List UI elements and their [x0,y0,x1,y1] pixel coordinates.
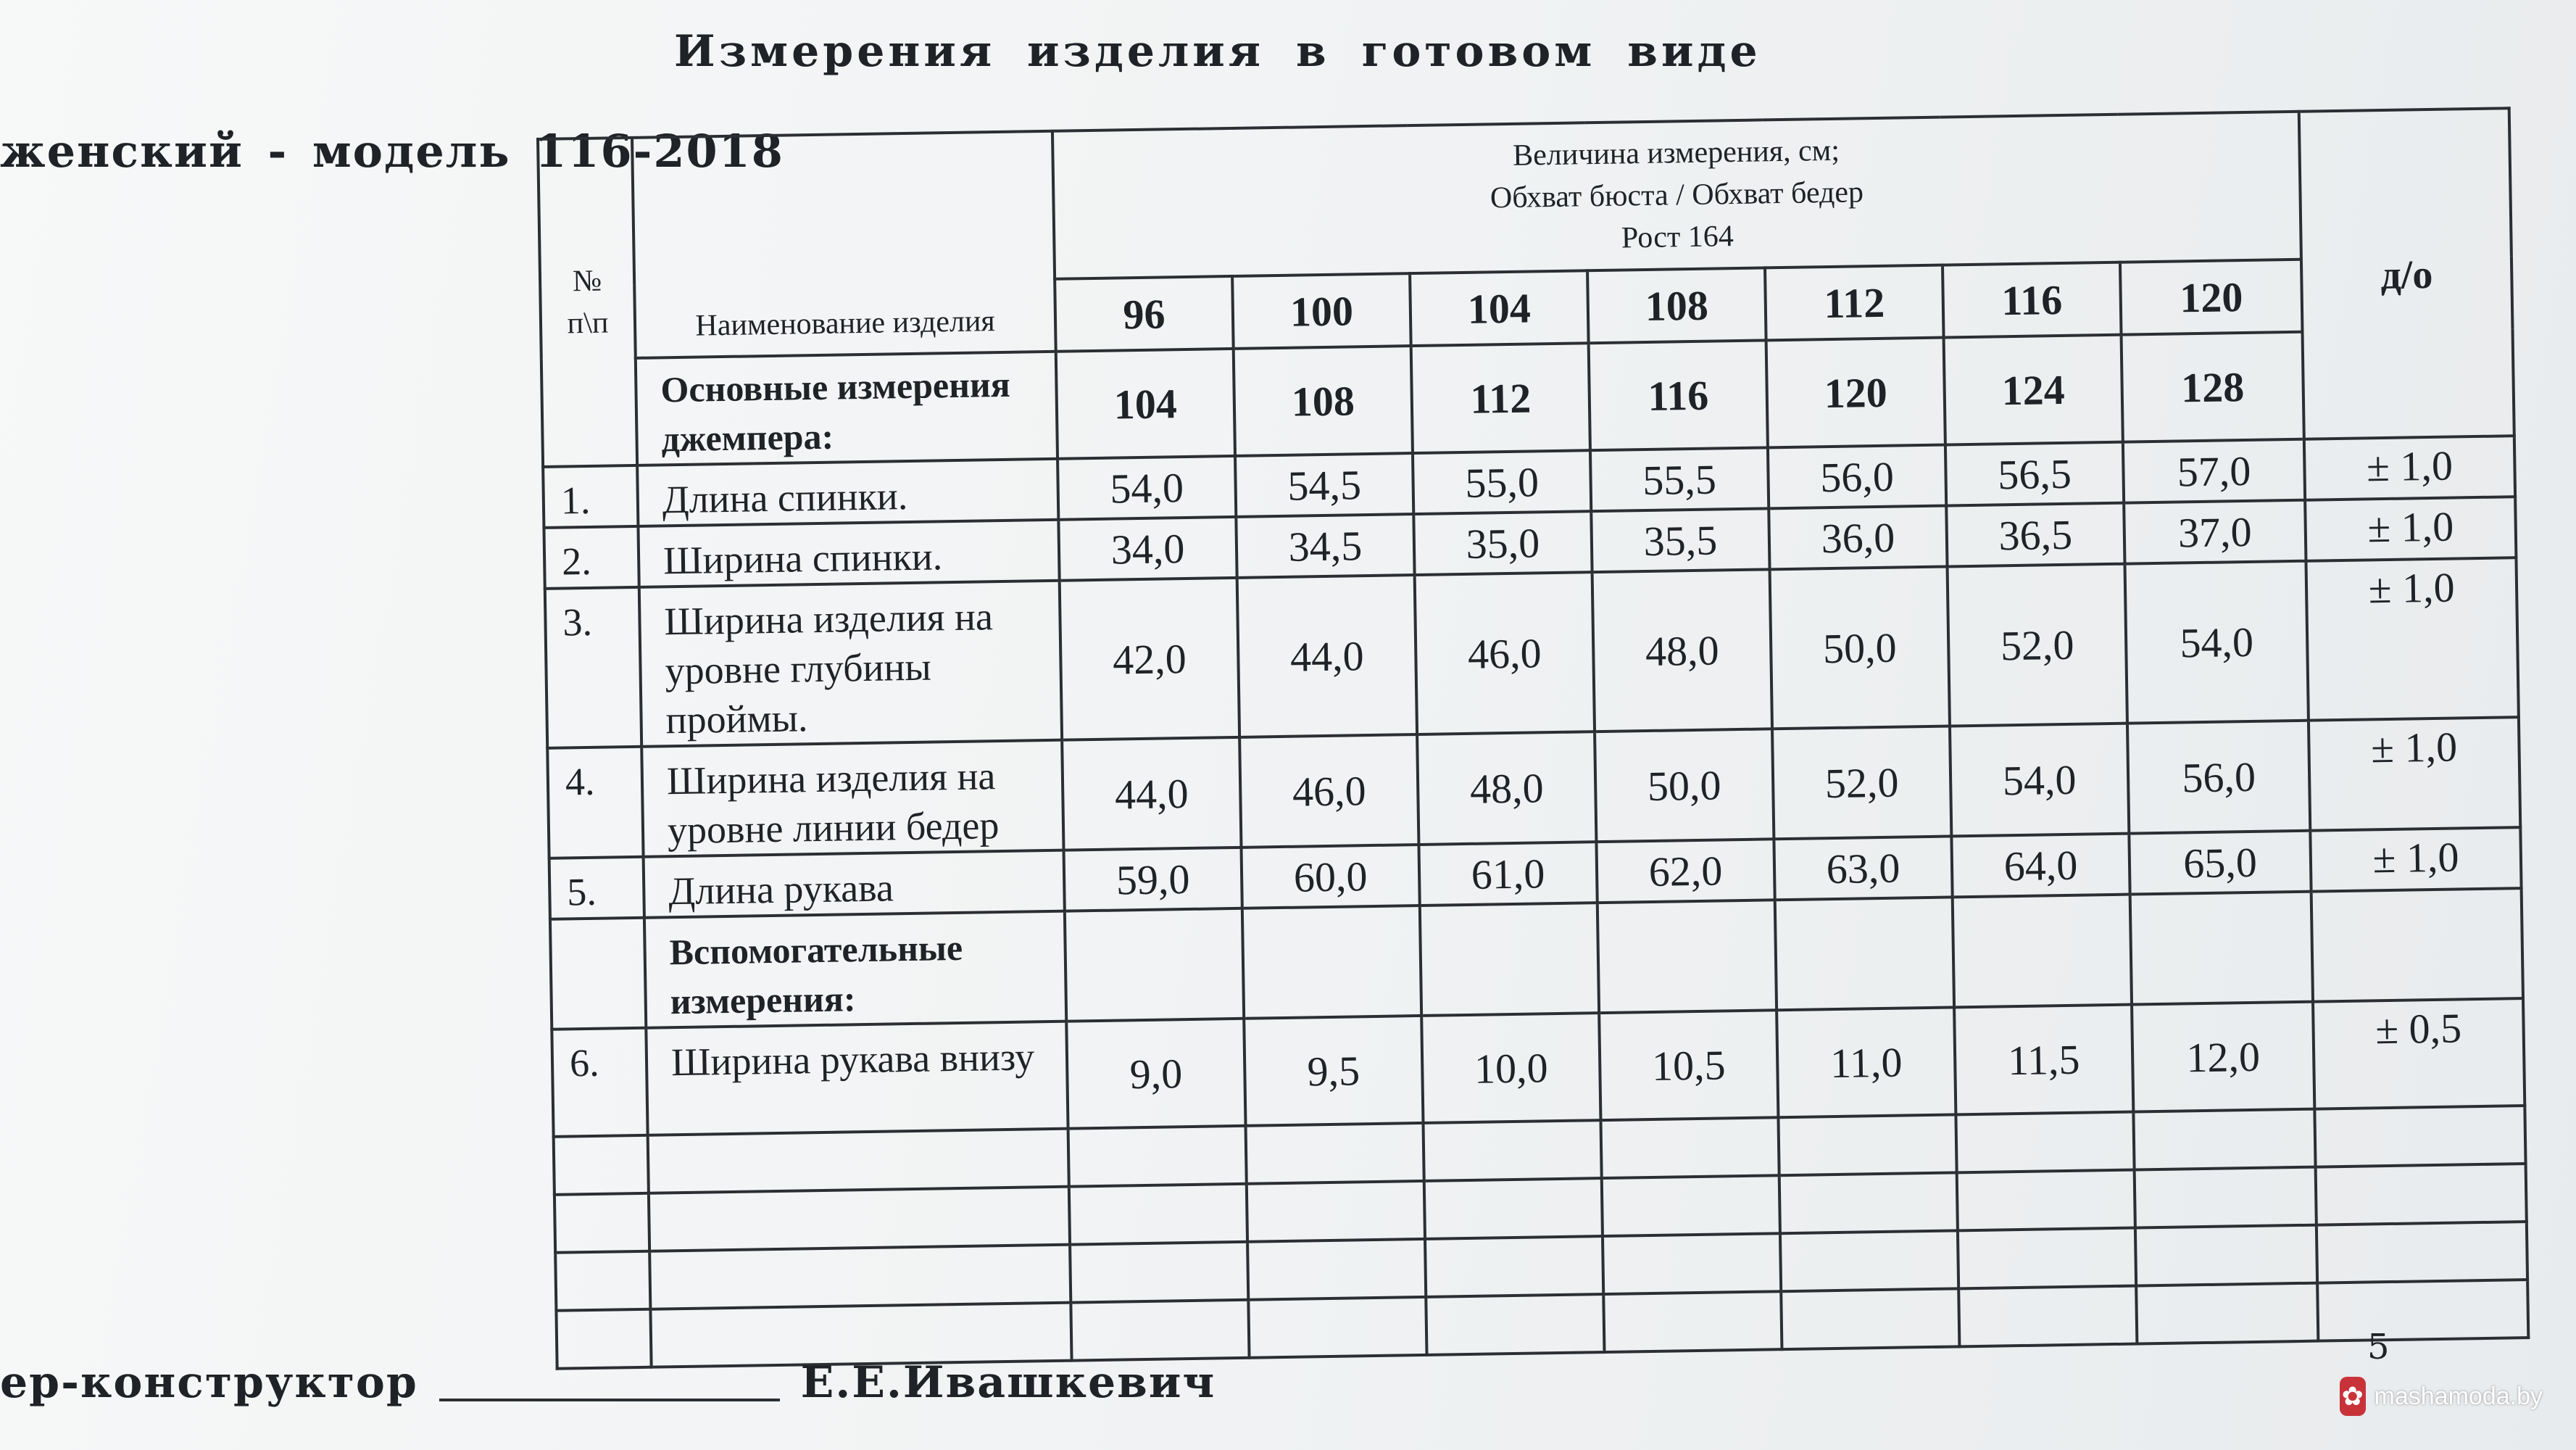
empty-cell [2130,892,2313,1005]
size-hips: 116 [1589,340,1768,450]
row-tolerance: ± 0,5 [2313,998,2525,1109]
row-number: 2. [544,526,639,589]
row-value: 42,0 [1060,578,1239,740]
row-value: 10,5 [1599,1010,1778,1120]
row-value: 9,0 [1066,1019,1245,1129]
empty-cell [1065,908,1244,1022]
size-hips: 120 [1766,338,1945,448]
size-bust: 112 [1765,265,1944,341]
page-title: Измерения изделия в готовом виде [674,26,1761,77]
row-number: 4. [547,747,643,858]
signer-role: ер-конструктор [0,1357,418,1408]
column-header-name: Наименование изделия [632,131,1056,358]
row-value: 55,0 [1413,450,1591,514]
row-value: 65,0 [2129,831,2311,895]
column-header-number: № п\п [538,138,637,467]
row-value: 11,5 [1954,1005,2133,1115]
row-value: 9,5 [1244,1016,1423,1126]
row-value: 60,0 [1241,845,1419,908]
row-value: 46,0 [1415,572,1595,734]
row-name: Длина спинки. [637,459,1058,526]
empty-cell [1420,903,1599,1016]
row-value: 56,5 [1945,442,2124,506]
size-hips: 124 [1944,335,2123,445]
row-value: 35,5 [1591,508,1769,572]
size-bust: 120 [2120,260,2303,335]
aux-section-label: Вспомогательные измерения: [644,911,1066,1028]
row-value: 48,0 [1592,569,1772,732]
measurements-table-wrapper [536,107,2498,1370]
row-value: 54,0 [1950,724,2129,837]
empty-cell [1242,906,1421,1019]
row-value: 36,5 [1946,503,2124,567]
signature-blank [439,1399,780,1401]
measure-header: Величина измерения, см; Обхват бюста / Обхват бедер Рост 164 [1052,112,2301,279]
size-bust: 108 [1587,268,1766,343]
row-value: 52,0 [1772,726,1951,839]
row-number: 6. [552,1028,647,1137]
signature-line [0,1357,1216,1408]
row-value: 44,0 [1237,575,1417,737]
row-value: 12,0 [2132,1002,2314,1112]
row-tolerance: ± 1,0 [2304,436,2515,500]
size-bust: 96 [1055,276,1234,352]
row-value: 57,0 [2123,439,2305,503]
size-hips: 104 [1056,349,1235,459]
measurements-table [536,107,2530,1370]
row-value: 59,0 [1064,848,1242,911]
row-value: 54,0 [2125,561,2309,724]
page-number: 5 [2367,1327,2390,1367]
empty-cell [1775,897,1954,1010]
row-tolerance: ± 1,0 [2310,827,2521,892]
size-hips: 128 [2122,332,2304,442]
row-name: Ширина изделия на уровне глубины проймы. [639,581,1062,747]
row-value: 62,0 [1596,839,1774,903]
row-value: 54,5 [1235,453,1413,517]
row-value: 61,0 [1418,842,1597,906]
table-row [545,558,2519,748]
row-tolerance: ± 1,0 [2305,497,2516,561]
size-hips: 112 [1411,343,1590,453]
row-number: 3. [545,587,641,748]
model-label: женский - модель 116-2018 [0,125,784,178]
row-name: Ширина спинки. [638,520,1059,587]
row-value: 37,0 [2124,500,2306,564]
row-value: 55,5 [1590,447,1769,511]
watermark-text: mashamoda.by [2374,1382,2543,1410]
signer-name: Е.Е.Ивашкевич [800,1357,1216,1408]
row-value: 10,0 [1421,1013,1600,1123]
row-value: 52,0 [1948,564,2127,726]
empty-cell [2311,888,2523,1002]
row-value: 48,0 [1417,732,1596,845]
empty-cell [1597,900,1777,1013]
row-name: Ширина изделия на уровне линии бедер [641,740,1063,857]
row-value: 63,0 [1774,836,1952,900]
row-value: 50,0 [1770,566,1950,729]
row-value: 34,5 [1236,514,1414,578]
row-value: 35,0 [1413,511,1592,575]
row-value: 46,0 [1239,734,1418,848]
row-value: 36,0 [1769,506,1947,570]
row-tolerance: ± 1,0 [2306,558,2519,721]
row-name: Длина рукава [644,850,1065,918]
row-value: 56,0 [1768,445,1946,509]
main-section-label: Основные измерения джемпера: [636,352,1058,465]
empty-cell [1953,895,2132,1008]
flower-logo-icon: ✿ [2340,1377,2366,1416]
size-hips: 108 [1234,346,1413,456]
column-header-tolerance: д/о [2299,108,2514,439]
row-tolerance: ± 1,0 [2309,717,2520,831]
row-number: 1. [543,465,638,528]
empty-cell [550,918,646,1030]
row-value: 11,0 [1777,1007,1956,1117]
row-value: 44,0 [1062,737,1241,850]
watermark [2340,1367,2543,1425]
size-bust: 104 [1410,270,1589,346]
row-number: 5. [549,857,644,919]
row-value: 50,0 [1595,729,1774,842]
row-value: 64,0 [1951,834,2130,898]
row-value: 34,0 [1058,517,1237,581]
row-value: 54,0 [1058,456,1236,520]
row-value: 56,0 [2127,721,2310,834]
size-bust: 116 [1943,262,2122,338]
row-name: Ширина рукава внизу [646,1022,1068,1135]
size-bust: 100 [1232,273,1411,349]
